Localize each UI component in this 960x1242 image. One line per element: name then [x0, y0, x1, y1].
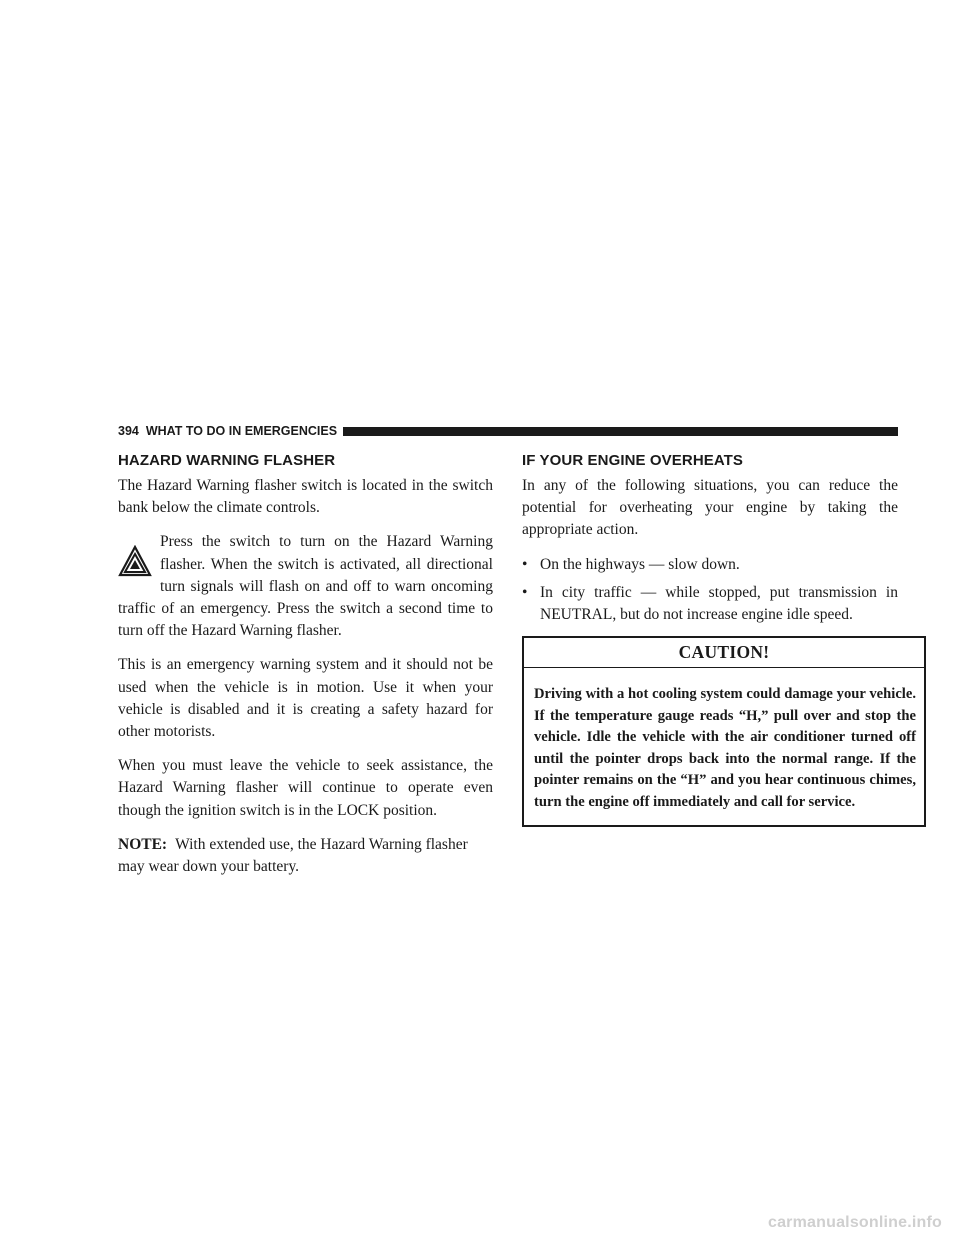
watermark: carmanualsonline.info: [767, 1214, 942, 1231]
right-column: [522, 452, 916, 827]
hazard-paragraph-3: When you must leave the vehicle to seek assistance, the Hazard Warning flasher will continue to operate even though the ignition switch is in the LOCK position.: [118, 757, 493, 819]
left-column: [118, 452, 493, 890]
hazard-warning-triangle-icon: [118, 545, 152, 577]
overheat-heading: IF YOUR ENGINE OVERHEATS: [522, 452, 744, 469]
caution-text: Driving with a hot cooling system could damage your vehicle. If the temperature gauge reads “H,” pull over and stop the vehicle. Idle the vehicle with the air conditioner turned off until the pointer drops back into the normal range. If the pointer remains on the “H” and you hear continuous chimes, turn the engine off immediately and call for service.: [534, 686, 916, 810]
section-title: WHAT TO DO IN EMERGENCIES: [145, 424, 338, 438]
overheat-intro: In any of the following situations, you can reduce the potential for overheating your engine by taking the appropriate action.: [522, 477, 898, 539]
header-rule: [343, 427, 898, 436]
note-text: With extended use, the Hazard Warning flasher may wear down your battery.: [118, 835, 468, 876]
list-item: • On the highways — slow down.: [522, 555, 740, 573]
overheat-bullets: [522, 554, 898, 627]
hazard-paragraph-2: This is an emergency warning system and it should not be used when the vehicle is in motion. Use it when your vehicle is disabled and it is creating a safety hazard for other motorists.: [118, 656, 493, 741]
hazard-icon-paragraph: [118, 531, 493, 642]
hazard-icon-text: Press the switch to turn on the Hazard Warning flasher. When the switch is activated, all directional turn signals will flash on and off to warn oncoming traffic of an emergency. Press the switch a second time to turn off the Hazard Warning flasher.: [118, 533, 493, 640]
page-header: [118, 422, 898, 440]
page-number: 394: [118, 424, 139, 438]
hazard-intro: The Hazard Warning flasher switch is located in the switch bank below the climate controls.: [118, 477, 493, 517]
hazard-heading: HAZARD WARNING FLASHER: [118, 452, 336, 469]
hazard-note: [118, 834, 493, 878]
list-item: • In city traffic — while stopped, put transmission in NEUTRAL, but do not increase engine idle speed.: [522, 583, 898, 624]
caution-title: CAUTION!: [524, 638, 924, 668]
note-label: NOTE:: [118, 835, 168, 853]
caution-box: [522, 636, 926, 827]
